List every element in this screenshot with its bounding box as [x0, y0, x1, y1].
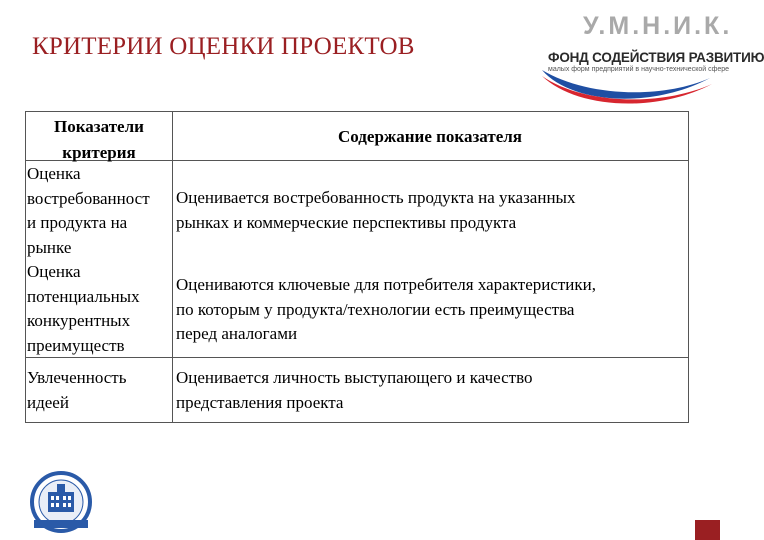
header-content: Содержание показателя — [338, 127, 522, 146]
building-emblem-icon — [28, 470, 94, 534]
header-criterion: Показатели критерия — [54, 117, 144, 162]
row-3-criterion: Увлеченность идеей — [27, 368, 127, 412]
row-2-content: Оцениваются ключевые для потребителя характеристики, по которым у продукта/технологии есть преимущества перед аналогами — [176, 275, 597, 343]
brand-tagline: малых форм предприятий в научно-технической сфере — [548, 66, 730, 73]
university-logo — [28, 470, 94, 534]
umnik-logo — [540, 8, 764, 108]
row-1-content: Оценивается востребованность продукта на указанных рынках и коммерческие перспективы продукта — [176, 188, 576, 232]
row-1-criterion: Оценка востребованност и продукта на рынке — [27, 164, 150, 257]
brand-fund: ФОНД СОДЕЙСТВИЯ РАЗВИТИЮ — [548, 50, 764, 65]
brand-name: У.М.Н.И.К. — [583, 12, 733, 40]
row-3-content: Оценивается личность выступающего и качество представления проекта — [176, 368, 533, 412]
criteria-table — [25, 111, 689, 423]
slide-title: КРИТЕРИИ ОЦЕНКИ ПРОЕКТОВ — [32, 33, 415, 60]
row-2-criterion: Оценка потенциальных конкурентных преимуществ — [27, 262, 140, 355]
accent-bar — [695, 520, 720, 540]
